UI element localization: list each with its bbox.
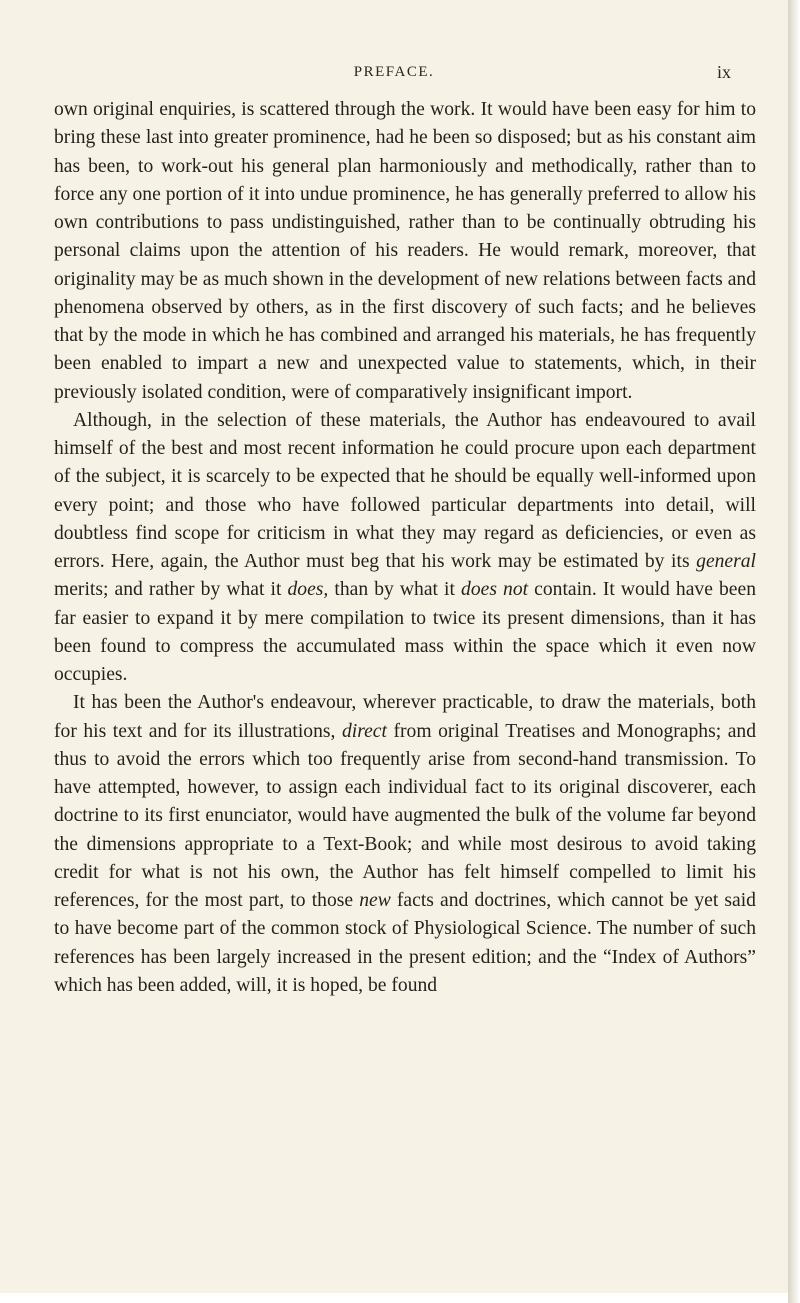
text-run: from original Treatises and Monographs; and thus to avoid the errors which too frequently arise from second-hand transmission. To have attempted, however, to assign each individual fact to its original discoverer, each doctrine to its first enunciator, would have augmented the bulk of the volume far beyond the dimensions appropriate to a Text-Book; and while most desirous to avoid taking credit for what is not his own, the Author has felt himself compelled to limit his references, for the most part, to those xyxy=(54,720,756,911)
italic-text: new xyxy=(359,890,391,911)
page-right-edge xyxy=(788,0,800,1303)
italic-text: does not xyxy=(461,579,529,601)
italic-text: direct xyxy=(341,720,387,742)
text-run: merits; and rather by what it xyxy=(54,579,288,601)
text-run: facts and doctrines, which cannot be yet said to have become part of the common stock of Physiological Science. The number of such references has been largely increased in the present edition; and the “Index of Authors” which has been added, will, it is hoped, be found xyxy=(54,890,756,996)
paragraph xyxy=(54,407,756,690)
page-header xyxy=(0,62,788,88)
text-run: It has been the Author's endeavour, wherever practicable, to draw the materials, both for his text and for its illustrations, xyxy=(54,692,756,742)
paragraph xyxy=(54,96,756,407)
italic-text: general xyxy=(696,551,756,572)
text-run: than by what it xyxy=(328,579,462,601)
running-head: PREFACE. xyxy=(353,64,435,80)
page-number: ix xyxy=(717,62,732,82)
text-run: Although, in the selection of these materials, the Author has endeavoured to avail himself of the best and most recent information he could procure upon each department of the subject, it is scarcely to be expected that he should be equally well-informed upon every point; and those who have followed particular departments into detail, will doubtless find scope for criticism in what they may regard as deficiencies, or even as errors. Here, again, the Author must beg that his work may be estimated by its xyxy=(54,409,756,572)
paragraph xyxy=(54,689,756,1000)
page-bottom-edge xyxy=(0,1293,788,1303)
text-run: contain. It would have been far easier to expand it by mere compilation to twice its present dimensions, than it has been found to compress the accumulated mass within the space which it even now occupies. xyxy=(54,579,756,685)
italic-text: does, xyxy=(287,579,329,601)
body-text xyxy=(54,96,756,1000)
text-run: own original enquiries, is scattered through the work. It would have been easy for him to bring these last into greater prominence, had he been so disposed; but as his constant aim has been, to work-out his general plan harmoniously and methodically, rather than to force any one portion of it into undue prominence, he has generally preferred to allow his own contributions to pass undistinguished, rather than to be continually obtruding his personal claims upon the attention of his readers. He would remark, moreover, that originality may be as much shown in the development of new relations between facts and phenomena observed by others, as in the first discovery of such facts; and he believes that by the mode in which he has combined and arranged his materials, he has frequently been enabled to impart a new and unexpected value to statements, which, in their previously isolated condition, were of comparatively insignificant import. xyxy=(54,99,756,403)
